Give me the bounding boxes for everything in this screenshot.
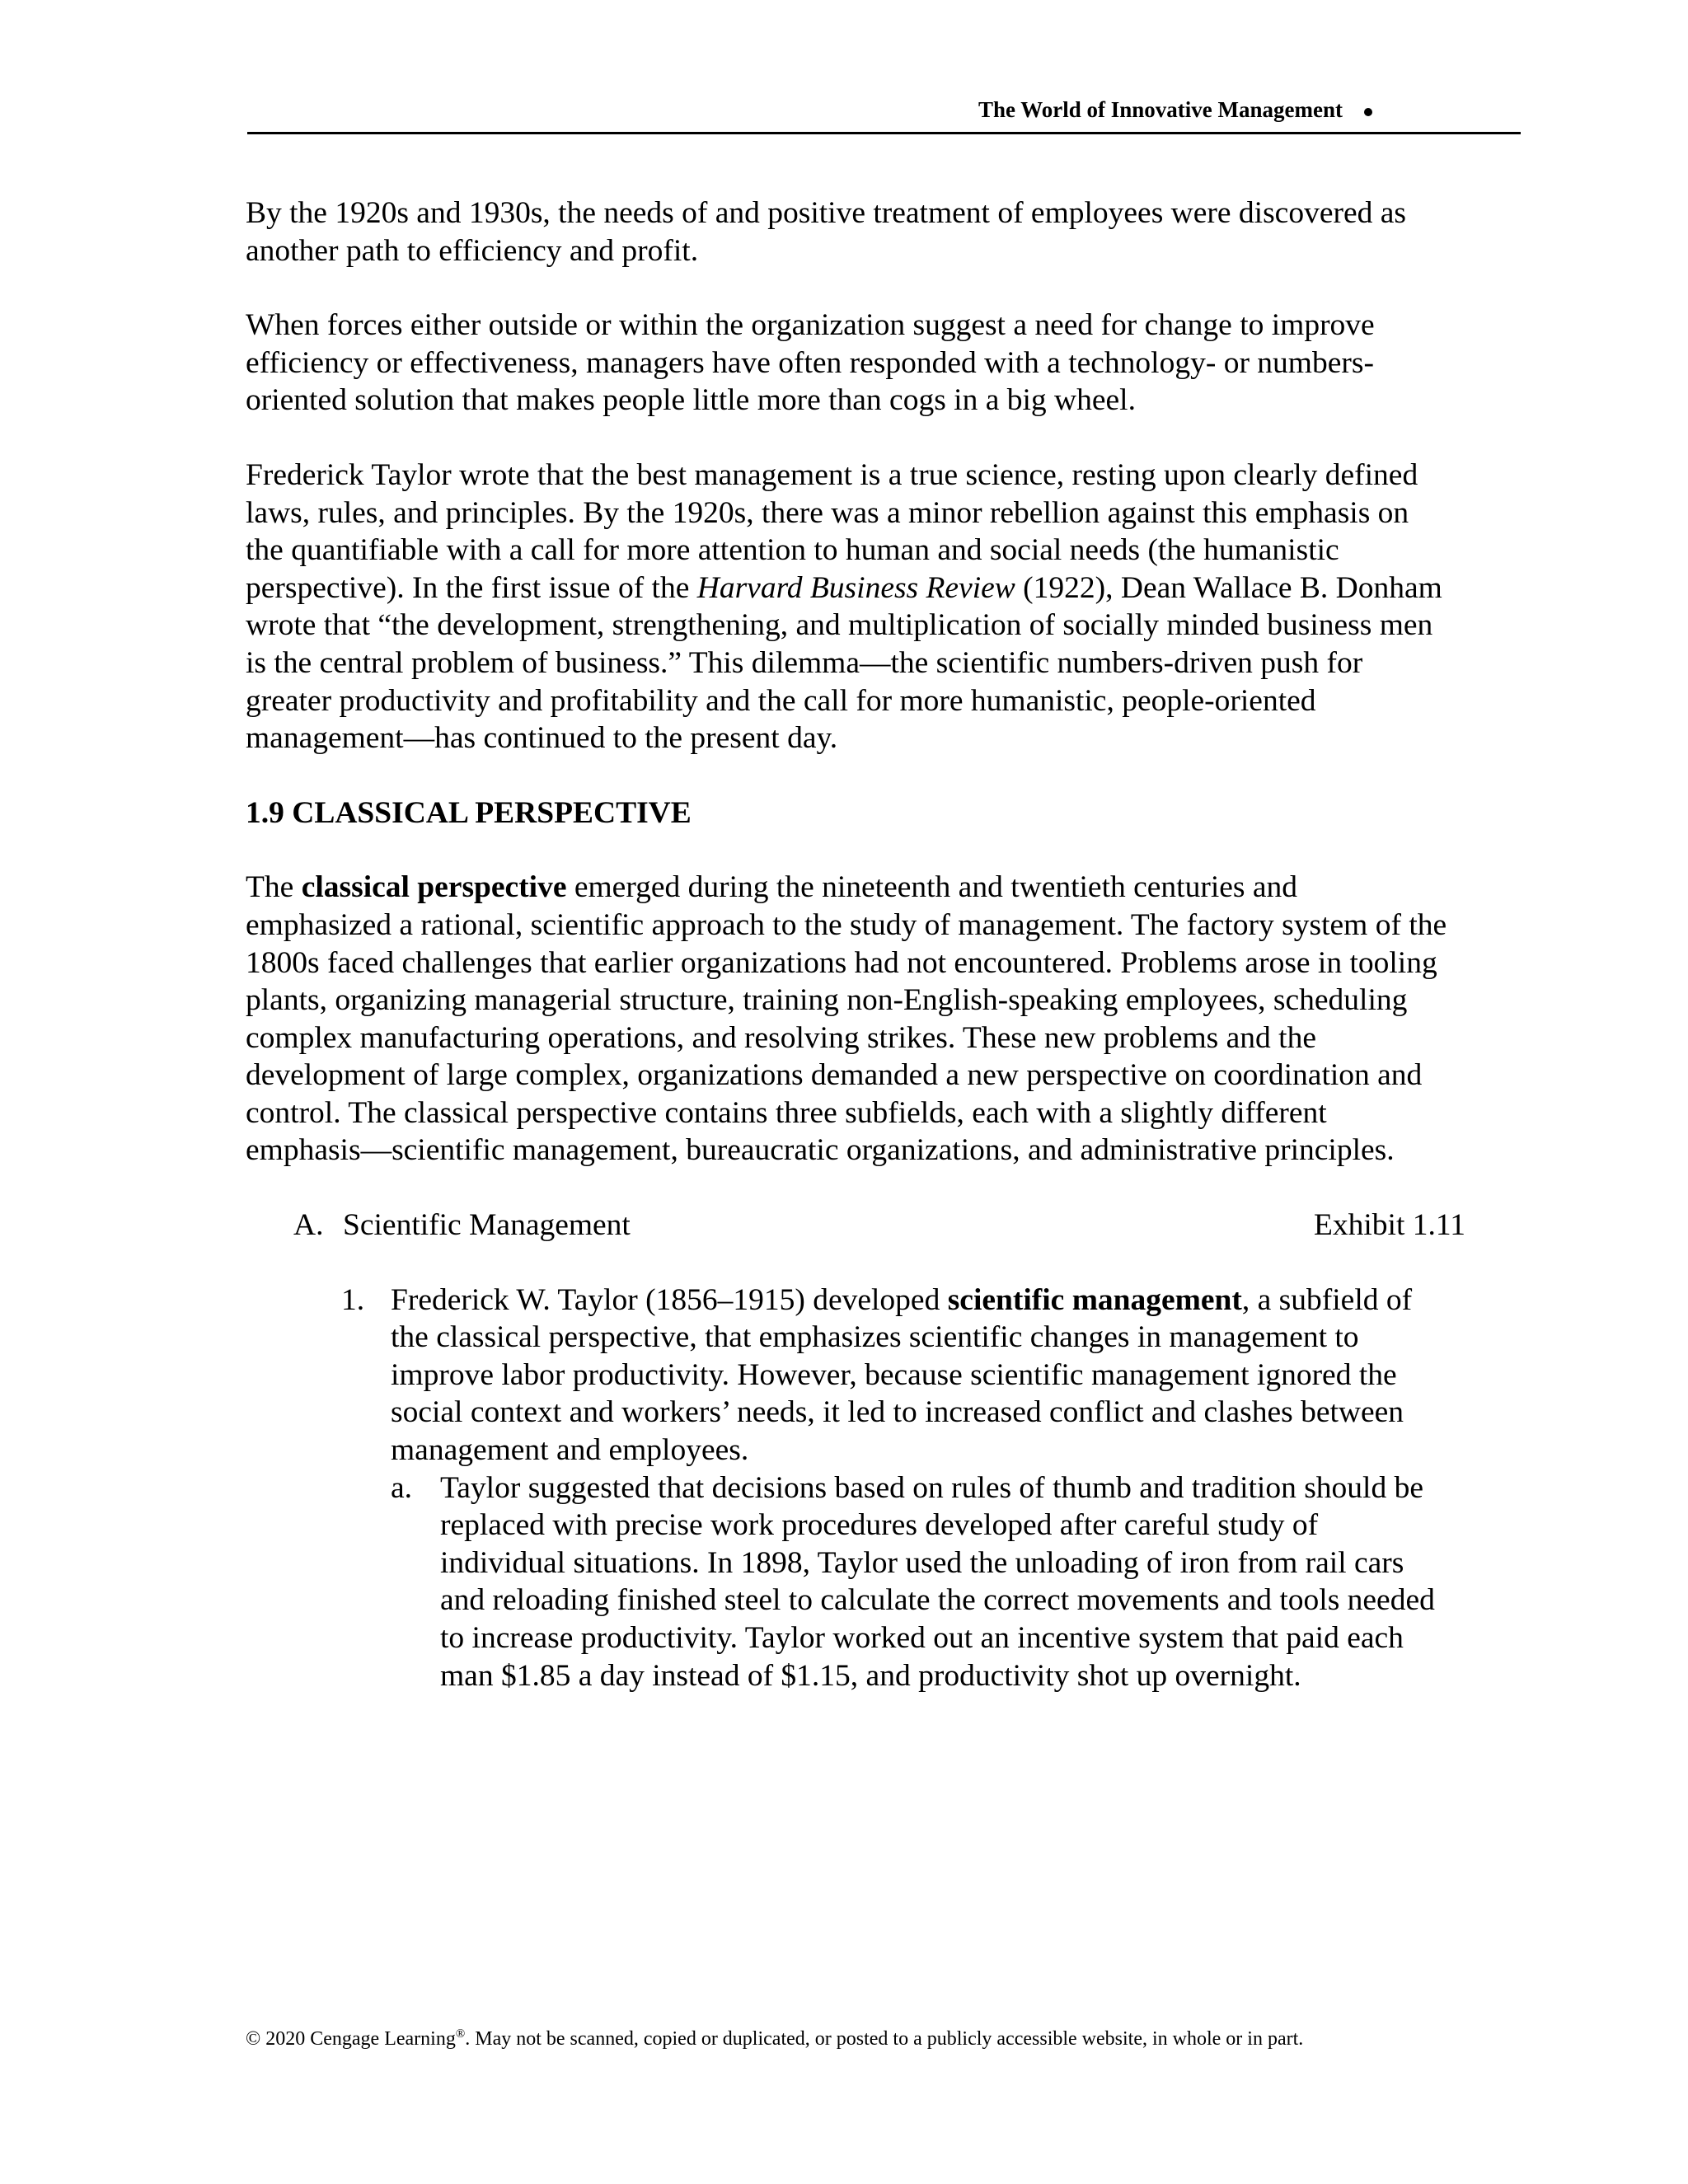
outline-a-title: Scientific Management: [343, 1208, 631, 1243]
paragraph-2: When forces either outside or within the organization suggest a need for change to improve efficiency or effectiveness, managers have often responded with a technology- or numbers-oriented solution that makes people little more than cogs in a big wheel.: [246, 308, 1375, 418]
outline-item-1a: [391, 1469, 1449, 1695]
outline-a-heading: [293, 1207, 631, 1244]
section-heading: 1.9 CLASSICAL PERSPECTIVE: [246, 795, 692, 830]
paragraph-3: [246, 457, 1449, 757]
running-header: [247, 97, 1521, 123]
outline-1a-marker: a.: [391, 1470, 413, 1505]
key-term-scientific-management: scientific management: [947, 1282, 1242, 1317]
outline-a-marker: A.: [293, 1208, 324, 1243]
header-rule: [247, 132, 1521, 134]
outline-1-marker: 1.: [341, 1282, 365, 1317]
bullet-icon: [1364, 108, 1372, 116]
outline-item-a: [293, 1207, 1465, 1244]
registered-mark: ®: [455, 2027, 466, 2041]
outline-item-1: [341, 1282, 1449, 1695]
copyright-rest: . May not be scanned, copied or duplicated, or posted to a publicly accessible website, in whole or in part.: [465, 2028, 1304, 2050]
section-intro-rest: emerged during the nineteenth and twentieth centuries and emphasized a rational, scientific approach to the study of management. The factory system of the 1800s faced challenges that earlier organizations had not encountered. Problems arose in tooling plants, organizing managerial structure, training non-English-speaking employees, scheduling complex manufacturing operations, and resolving strikes. These new problems and the development of large complex, organizations demanded a new perspective on coordination and control. The classical perspective contains three subfields, each with a slightly different emphasis—scientific management, bureaucratic organizations, and administrative principles.: [246, 870, 1447, 1168]
paragraph-3-text-b: (1922), Dean Wallace B. Donham wrote that “the development, strengthening, and multiplication of socially minded business men is the central problem of business.” This dilemma—the scientific numbers-driven push for greater productivity and profitability and the call for more humanistic, people-oriented management—has continued to the present day.: [246, 570, 1442, 756]
copyright-lead: © 2020 Cengage Learning: [246, 2028, 456, 2050]
section-intro: [246, 869, 1449, 1169]
section-intro-lead: The: [246, 870, 302, 905]
page-content: [246, 194, 1465, 1694]
exhibit-reference: Exhibit 1.11: [1313, 1208, 1465, 1243]
paragraph-3-text-a: Frederick Taylor wrote that the best management is a true science, resting upon clearly defined laws, rules, and principles. By the 1920s, there was a minor rebellion against this emphasis on the quantifiable with a call for more attention to human and social needs (the humanistic perspective). In the first issue of the: [246, 457, 1418, 605]
outline-1a-text: Taylor suggested that decisions based on rules of thumb and tradition should be replaced with precise work procedures developed after careful study of individual situations. In 1898, Taylor used the unloading of iron from rail cars and reloading finished steel to calculate the correct movements and tools needed to increase productivity. Taylor worked out an incentive system that paid each man $1.85 a day instead of $1.15, and productivity shot up overnight.: [440, 1470, 1435, 1693]
copyright-footer: [246, 2027, 1531, 2051]
outline-1-rest: , a subfield of the classical perspective, that emphasizes scientific changes in management to improve labor productivity. However, because scientific management ignored the social context and workers’ needs, it led to increased conflict and clashes between management and employees.: [391, 1282, 1413, 1468]
key-term-classical-perspective: classical perspective: [301, 870, 567, 905]
outline-1-lead: Frederick W. Taylor (1856–1915) developed: [391, 1282, 948, 1317]
paragraph-1: By the 1920s and 1930s, the needs of and positive treatment of employees were discovered as another path to efficiency and profit.: [246, 196, 1406, 268]
running-title: The World of Innovative Management: [978, 97, 1343, 122]
journal-title: Harvard Business Review: [696, 570, 1015, 605]
outline-1-text: [391, 1282, 1449, 1469]
